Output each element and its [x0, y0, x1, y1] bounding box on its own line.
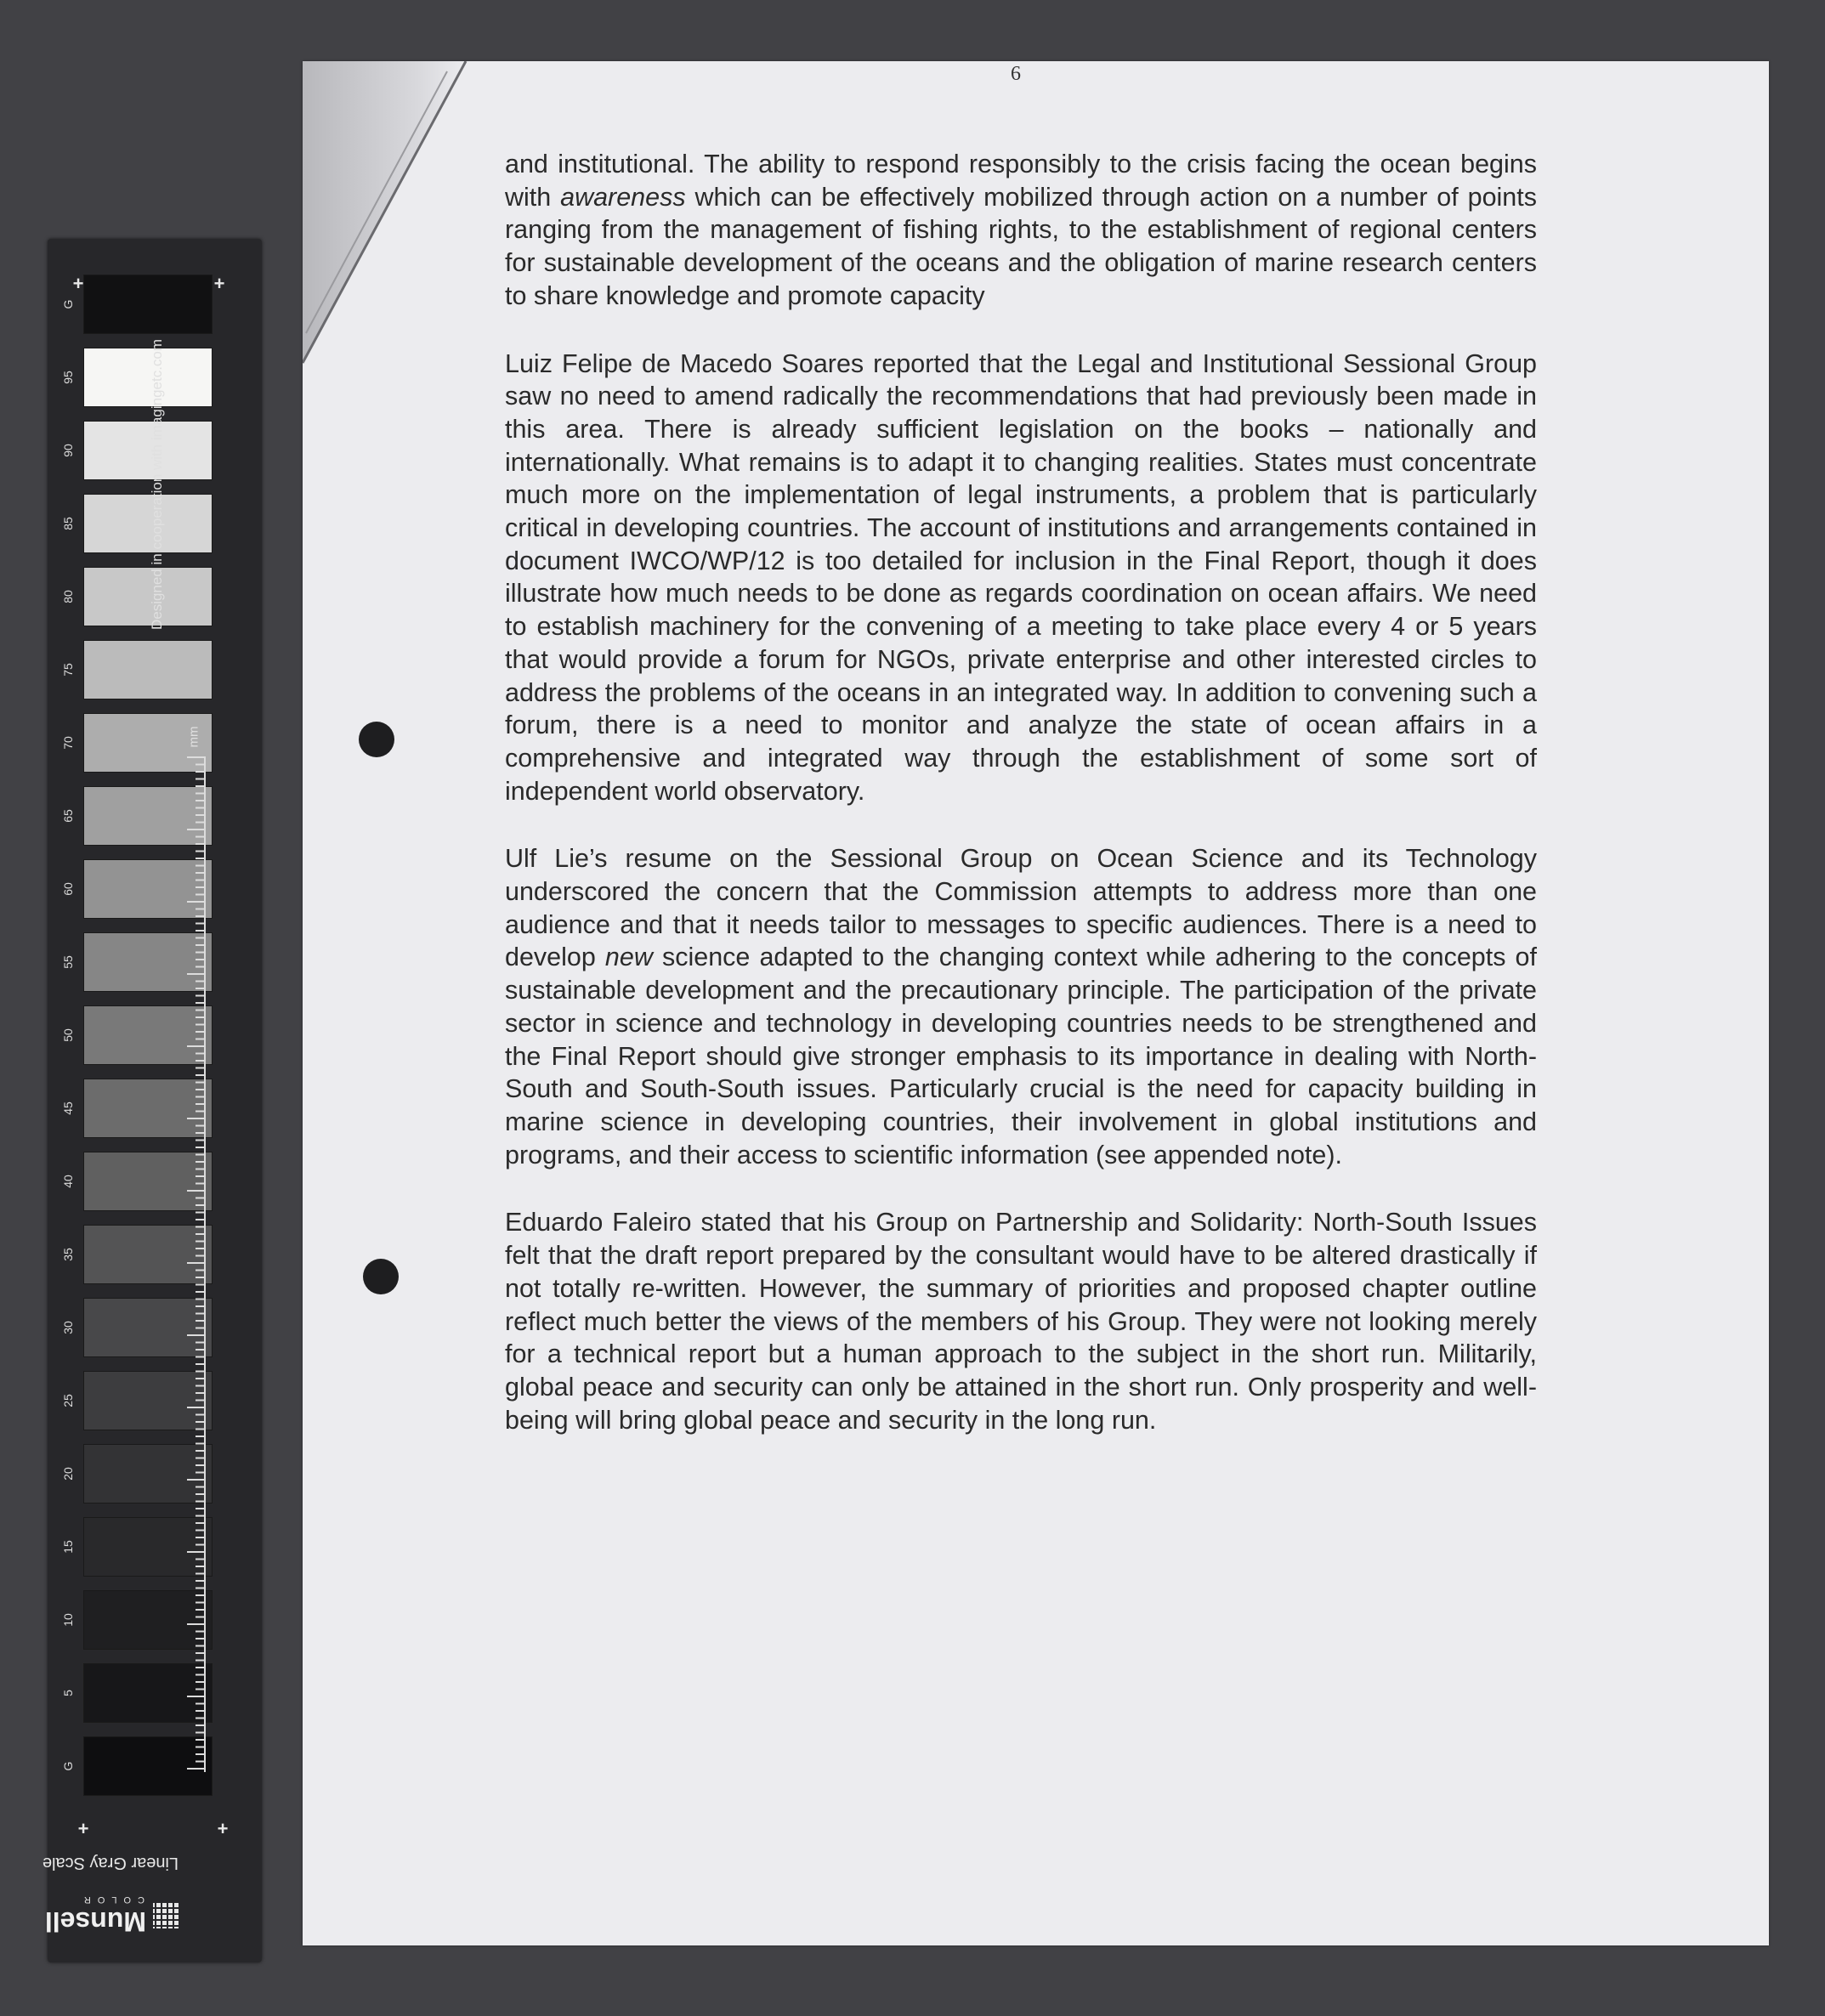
- brand-subtitle: COLOR: [77, 1894, 145, 1905]
- paragraph: and institutional. The ability to respond responsibly to the crisis facing the ocean begins with awareness which can be effectively mobilized through action on a number of points ranging from the management of fishing rights, to the establishment of regional centers for sustainable development of the oceans and the obligation of marine research centers to share knowledge and promote capacity: [505, 150, 1537, 310]
- swatch-value-label: 5: [61, 1690, 75, 1696]
- gray-swatch: [83, 640, 213, 699]
- paragraph: Luiz Felipe de Macedo Soares reported that the Legal and Institutional Sessional Group saw no need to amend radically the recommendations that had previously been made in this area. There is already sufficient legislation on the books – nationally and internationally. What remains is to adapt it to changing realities. States must concentrate much more on the implementation of legal instruments, a problem that is particularly critical in developing countries. The account of institutions and arrangements contained in document IWCO/WP/12 is too detailed for inclusion in the Final Report, though it does illustrate how much needs to be done as regards coordination on ocean affairs. We need to establish machinery for the convening of a meeting to take place every 4 or 5 years that would provide a forum for NGOs, private enterprise and other interested circles to address the problems of the oceans in an integrated way. In addition to convening such a forum, there is a need to monitor and analyze the state of ocean affairs in a comprehensive and integrated way through the establishment of some sort of independent world observatory.: [505, 348, 1537, 806]
- swatch-value-label: 20: [61, 1467, 75, 1481]
- swatch-value-label: 15: [61, 1540, 75, 1554]
- swatch-value-label: 95: [61, 371, 75, 384]
- gray-swatch: [83, 494, 213, 553]
- swatch-value-label: 35: [61, 1248, 75, 1261]
- emphasis: new: [604, 943, 653, 972]
- swatch-value-label: 10: [61, 1613, 75, 1627]
- emphasis: awareness: [560, 182, 686, 212]
- gray-scale-credit: Designed in cooperation with imagingetc.com: [149, 338, 165, 631]
- swatch-value-label: G: [61, 1761, 75, 1771]
- registration-mark: +: [217, 1818, 229, 1839]
- munsell-logo: [34, 1889, 187, 1940]
- swatch-value-label: 70: [61, 736, 75, 750]
- registration-mark: +: [77, 1818, 89, 1839]
- registration-mark: +: [72, 273, 84, 294]
- swatch-value-label: 30: [61, 1321, 75, 1334]
- swatch-value-label: 55: [61, 955, 75, 969]
- paragraph: Ulf Lie’s resume on the Sessional Group on Ocean Science and its Technology underscored the concern that the Commission attempts to address more than one audience and that it needs tailor to messages to specific audiences. There is a need to develop new science adapted to the changing context while adhering to the concepts of sustainable development and the precautionary principle. The participation of the private sector in science and technology in developing countries needs to be strengthened and the Final Report should give stronger emphasis to its importance in dealing with North-South and South-South issues. Particularly crucial is the need for capacity building in marine science in developing countries, their involvement in global institutions and programs, and their access to scientific information (see appended note).: [505, 844, 1537, 1169]
- gray-swatch: [83, 567, 213, 626]
- swatch-value-label: 45: [61, 1101, 75, 1115]
- ruler-unit-label: mm: [186, 726, 201, 748]
- page-number: 6: [1011, 63, 1021, 85]
- swatch-value-label: 25: [61, 1394, 75, 1407]
- swatch-value-label: 40: [61, 1175, 75, 1188]
- gray-swatch: [83, 348, 213, 407]
- page-curl-shadow: [303, 61, 473, 367]
- punch-hole: [363, 1259, 399, 1294]
- punch-hole: [359, 722, 394, 757]
- body-text: [505, 148, 1537, 1471]
- registration-mark: +: [213, 273, 225, 294]
- munsell-grid-icon: [153, 1901, 180, 1928]
- gray-scale-title: Linear Gray Scale: [42, 1854, 179, 1872]
- swatch-value-label: 90: [61, 444, 75, 457]
- swatch-value-label: 60: [61, 882, 75, 896]
- swatch-value-label: G: [61, 299, 75, 309]
- swatch-value-label: 85: [61, 517, 75, 530]
- swatch-value-label: 80: [61, 590, 75, 603]
- brand-name: Munsell: [44, 1906, 146, 1937]
- gray-swatch: [83, 421, 213, 480]
- swatch-value-label: 75: [61, 663, 75, 677]
- swatch-value-label: 50: [61, 1028, 75, 1042]
- paragraph: Eduardo Faleiro stated that his Group on Partnership and Solidarity: North-South Issues felt that the draft report prepared by the consultant would have to be altered drastically if not totally re-written. However, the summary of priorities and proposed chapter outline reflect much better the views of the members of his Group. They were not looking merely for a technical report but a human approach to the subject in the short run. Militarily, global peace and security can only be attained in the short run. Only prosperity and well-being will bring global peace and security in the long run.: [505, 1208, 1537, 1435]
- mm-ruler: [182, 756, 206, 1772]
- gray-swatch: [83, 275, 213, 334]
- swatch-value-label: 65: [61, 809, 75, 823]
